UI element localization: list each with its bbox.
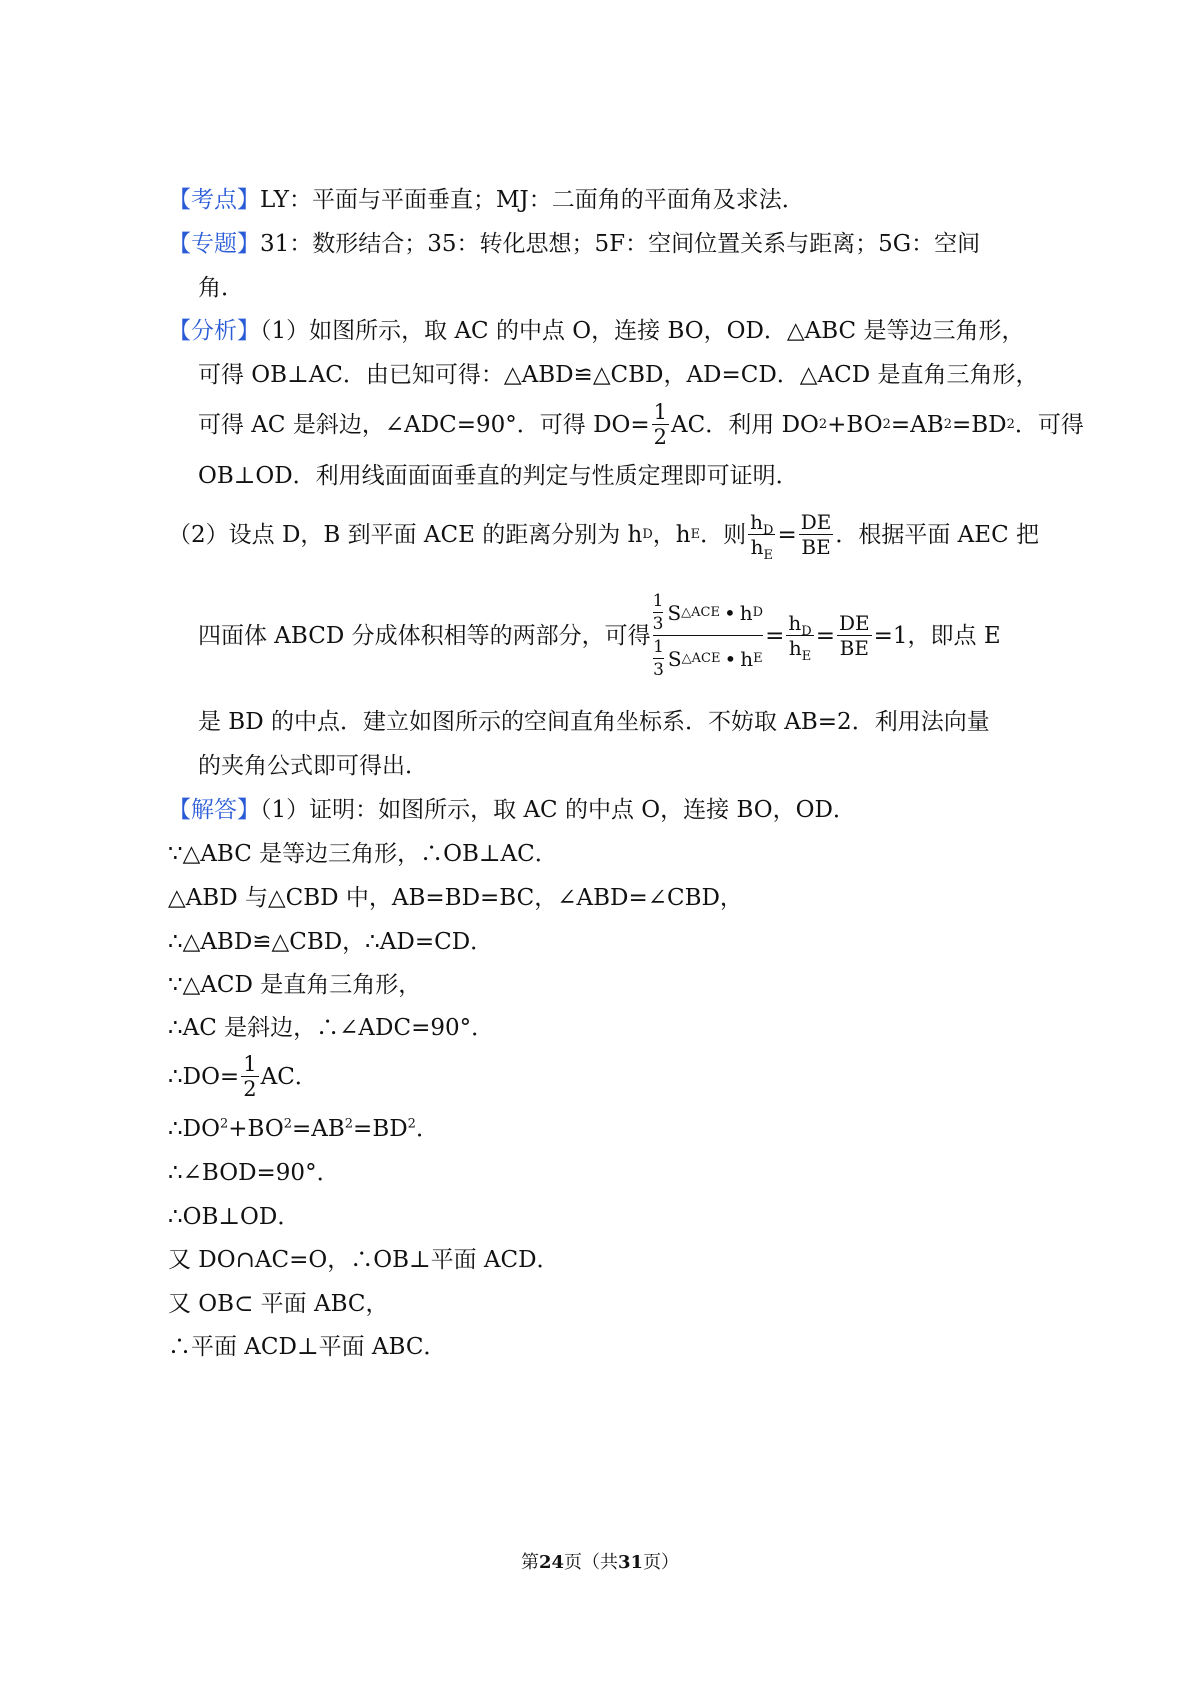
frac-denominator: 2 [243, 1077, 257, 1101]
fenxi-part2-line-1: （2）设点 D，B 到平面 ACE 的距离分别为 h D ，h E ．则 $\frac{h_D}{h_E}$ = $\frac{DE}{BE}$ ．根据平面 AEC 把 [168, 510, 1039, 563]
fenxi-text-3b: AC．利用 DO [671, 411, 819, 438]
equals-sign: = [815, 622, 835, 649]
footer-text: 第 [520, 1552, 539, 1573]
h-symbol: h [739, 600, 753, 625]
fenxi-line-3: 可得 AC 是斜边，∠ADC=90°．可得 DO= $\frac{1}{2}$ AC．利用 DO 2 +BO 2 =AB 2 =BD 2 ．可得 [198, 400, 1084, 449]
zhuanti-line-2 [198, 272, 244, 304]
frac-denominator: 2 [653, 425, 668, 449]
fenxi-line-4 [198, 460, 799, 492]
proof-step: ∵△ACD 是直角三角形， [168, 972, 422, 998]
proof-text: ∴DO [168, 1116, 220, 1142]
fenxi-part2-line-3 [198, 706, 990, 738]
fenxi-text-4: OB⊥OD．利用线面面面垂直的判定与性质定理即可证明． [198, 463, 799, 489]
exponent: 2 [219, 1116, 229, 1132]
frac-numerator: 1 [653, 637, 664, 657]
volume-ratio-fraction [653, 592, 763, 679]
part2-text-d: ．根据平面 AEC 把 [835, 521, 1039, 548]
fenxi-text-2: 可得 OB⊥AC．由已知可得：△ABD≌△CBD，AD=CD．△ACD 是直角三角形， [198, 362, 1039, 388]
fraction-hd-over-he [748, 510, 775, 563]
fenxi-tag: 【分析】 [168, 318, 260, 344]
zhuanti-text-1: 31：数形结合；35：转化思想；5F：空间位置关系与距离；5G：空间 [260, 231, 981, 257]
frac-denominator: 3 [653, 660, 664, 680]
fraction-one-third [653, 592, 664, 633]
zhuanti-tag: 【专题】 [168, 231, 260, 257]
proof-step: ∴∠BOD=90°． [168, 1160, 340, 1186]
proof-step: ∴OB⊥OD． [168, 1204, 301, 1230]
subscript-d: D [763, 523, 774, 538]
frac-bar [653, 658, 664, 659]
page-footer [0, 1548, 1200, 1574]
frac-denominator [749, 535, 775, 563]
area-symbol: S [667, 646, 682, 671]
proof-text: AC． [260, 1063, 318, 1090]
jieda-step [168, 1201, 300, 1233]
h-symbol: h [750, 510, 763, 534]
frac-numerator: DE [800, 510, 832, 534]
exponent: 2 [344, 1116, 354, 1132]
part2-text-e: 四面体 ABCD 分成体积相等的两部分，可得 [198, 622, 651, 649]
total-pages: 31 [618, 1552, 644, 1573]
jieda-step [168, 838, 558, 870]
frac-numerator: 1 [652, 591, 664, 611]
footer-text: 页） [643, 1552, 680, 1573]
proof-text: ∴DO= [168, 1063, 240, 1090]
h-symbol: h [788, 636, 802, 660]
jieda-step [168, 882, 743, 914]
frac-bar [653, 612, 664, 613]
kaodian-tag: 【考点】 [168, 187, 260, 213]
jieda-step [168, 1012, 494, 1044]
part2-text-c: ．则 [700, 521, 747, 548]
fenxi-text-1: （1）如图所示，取 AC 的中点 O，连接 BO，OD．△ABC 是等边三角形， [260, 318, 1025, 344]
jieda-tag: 【解答】 [168, 797, 260, 823]
fenxi-text-3d: =AB [890, 411, 944, 438]
proof-text: ． [415, 1116, 439, 1142]
volume-denominator: $\frac{1}{3}$ S △ACE • h E [653, 637, 763, 680]
fenxi-part2-line-4 [198, 750, 428, 782]
jieda-step [168, 1244, 560, 1276]
exponent: 2 [283, 1116, 292, 1132]
jieda-step-do [168, 1052, 318, 1101]
h-symbol: h [740, 646, 754, 671]
zhuanti-text-2: 角． [198, 275, 244, 301]
subscript-e: E [763, 548, 773, 563]
fenxi-line-1 [168, 315, 1024, 347]
page-number: 24 [538, 1552, 564, 1573]
proof-step: 又 DO∩AC=O，∴OB⊥平面 ACD． [168, 1247, 560, 1273]
part2-text-f: =1，即点 E [873, 622, 1001, 649]
frac-numerator: DE [838, 611, 870, 635]
part2-text-h: 的夹角公式即可得出． [198, 753, 428, 779]
fenxi-line-2 [198, 359, 1038, 391]
proof-step: ∴平面 ACD⊥平面 ABC． [168, 1334, 447, 1360]
frac-denominator: BE [801, 535, 831, 559]
subscript-e: E [801, 649, 812, 664]
dot-operator: • [723, 600, 736, 625]
fenxi-text-3c: +BO [827, 411, 883, 438]
jieda-step [168, 969, 421, 1001]
proof-step: △ABD 与△CBD 中，AB=BD=BC，∠ABD=∠CBD， [168, 885, 743, 911]
proof-step: 又 OB⊂ 平面 ABC， [168, 1291, 389, 1317]
kaodian-text: LY：平面与平面垂直；MJ：二面角的平面角及求法． [260, 187, 805, 213]
proof-text: +BO [228, 1116, 284, 1142]
jieda-step-squares [168, 1113, 439, 1145]
fenxi-text-3f: ．可得 [1014, 411, 1084, 438]
equals-sign: = [765, 622, 785, 649]
frac-numerator [748, 510, 775, 538]
fenxi-part2-line-2 [198, 592, 1001, 679]
frac-denominator: 3 [652, 614, 664, 634]
zhuanti-line-1 [168, 228, 980, 260]
kaodian-line [168, 184, 805, 216]
fraction-hd-over-he [786, 611, 813, 664]
jieda-line-1 [168, 794, 856, 826]
frac-denominator [787, 636, 813, 664]
proof-step: ∴AC 是斜边，∴∠ADC=90°． [168, 1015, 495, 1041]
jieda-step [168, 926, 493, 958]
part2-text-a: （2）设点 D，B 到平面 ACE 的距离分别为 h [168, 521, 643, 548]
proof-step: ∴△ABD≌△CBD，∴AD=CD． [168, 929, 494, 955]
jieda-step [168, 1331, 446, 1363]
area-symbol: S [667, 600, 682, 625]
fraction-de-over-be [799, 510, 834, 559]
h-symbol: h [788, 611, 802, 635]
fenxi-text-3e: =BD [951, 411, 1007, 438]
frac-numerator: 1 [653, 400, 668, 424]
equals-sign: = [777, 521, 797, 548]
h-symbol: h [750, 535, 764, 559]
jieda-text-1: （1）证明：如图所示，取 AC 的中点 O，连接 BO，OD． [260, 797, 856, 823]
frac-numerator: 1 [243, 1052, 257, 1076]
fraction-one-half [241, 1052, 258, 1101]
frac-denominator: BE [839, 636, 869, 660]
part2-text-b: ，h [652, 521, 691, 548]
part2-text-g: 是 BD 的中点．建立如图所示的空间直角坐标系．不妨取 AB=2．利用法向量 [198, 709, 990, 735]
dot-operator: • [724, 646, 737, 671]
fenxi-text-3a: 可得 AC 是斜边，∠ADC=90°．可得 DO= [198, 411, 650, 438]
fraction-one-half [652, 400, 669, 449]
jieda-step [168, 1288, 389, 1320]
frac-numerator [786, 611, 813, 639]
fraction-de-over-be [837, 611, 872, 660]
exponent: 2 [407, 1116, 416, 1132]
jieda-step [168, 1157, 340, 1189]
proof-text: =AB [291, 1116, 345, 1142]
frac-bar [653, 635, 763, 636]
fraction-one-third [653, 638, 664, 679]
proof-text: =BD [353, 1116, 408, 1142]
volume-numerator: $\frac{1}{3}$ S △ACE • h D [652, 591, 764, 634]
footer-text: 页（共 [564, 1552, 618, 1573]
proof-step: ∵△ABC 是等边三角形，∴OB⊥AC． [168, 841, 558, 867]
subscript-d: D [801, 624, 812, 639]
